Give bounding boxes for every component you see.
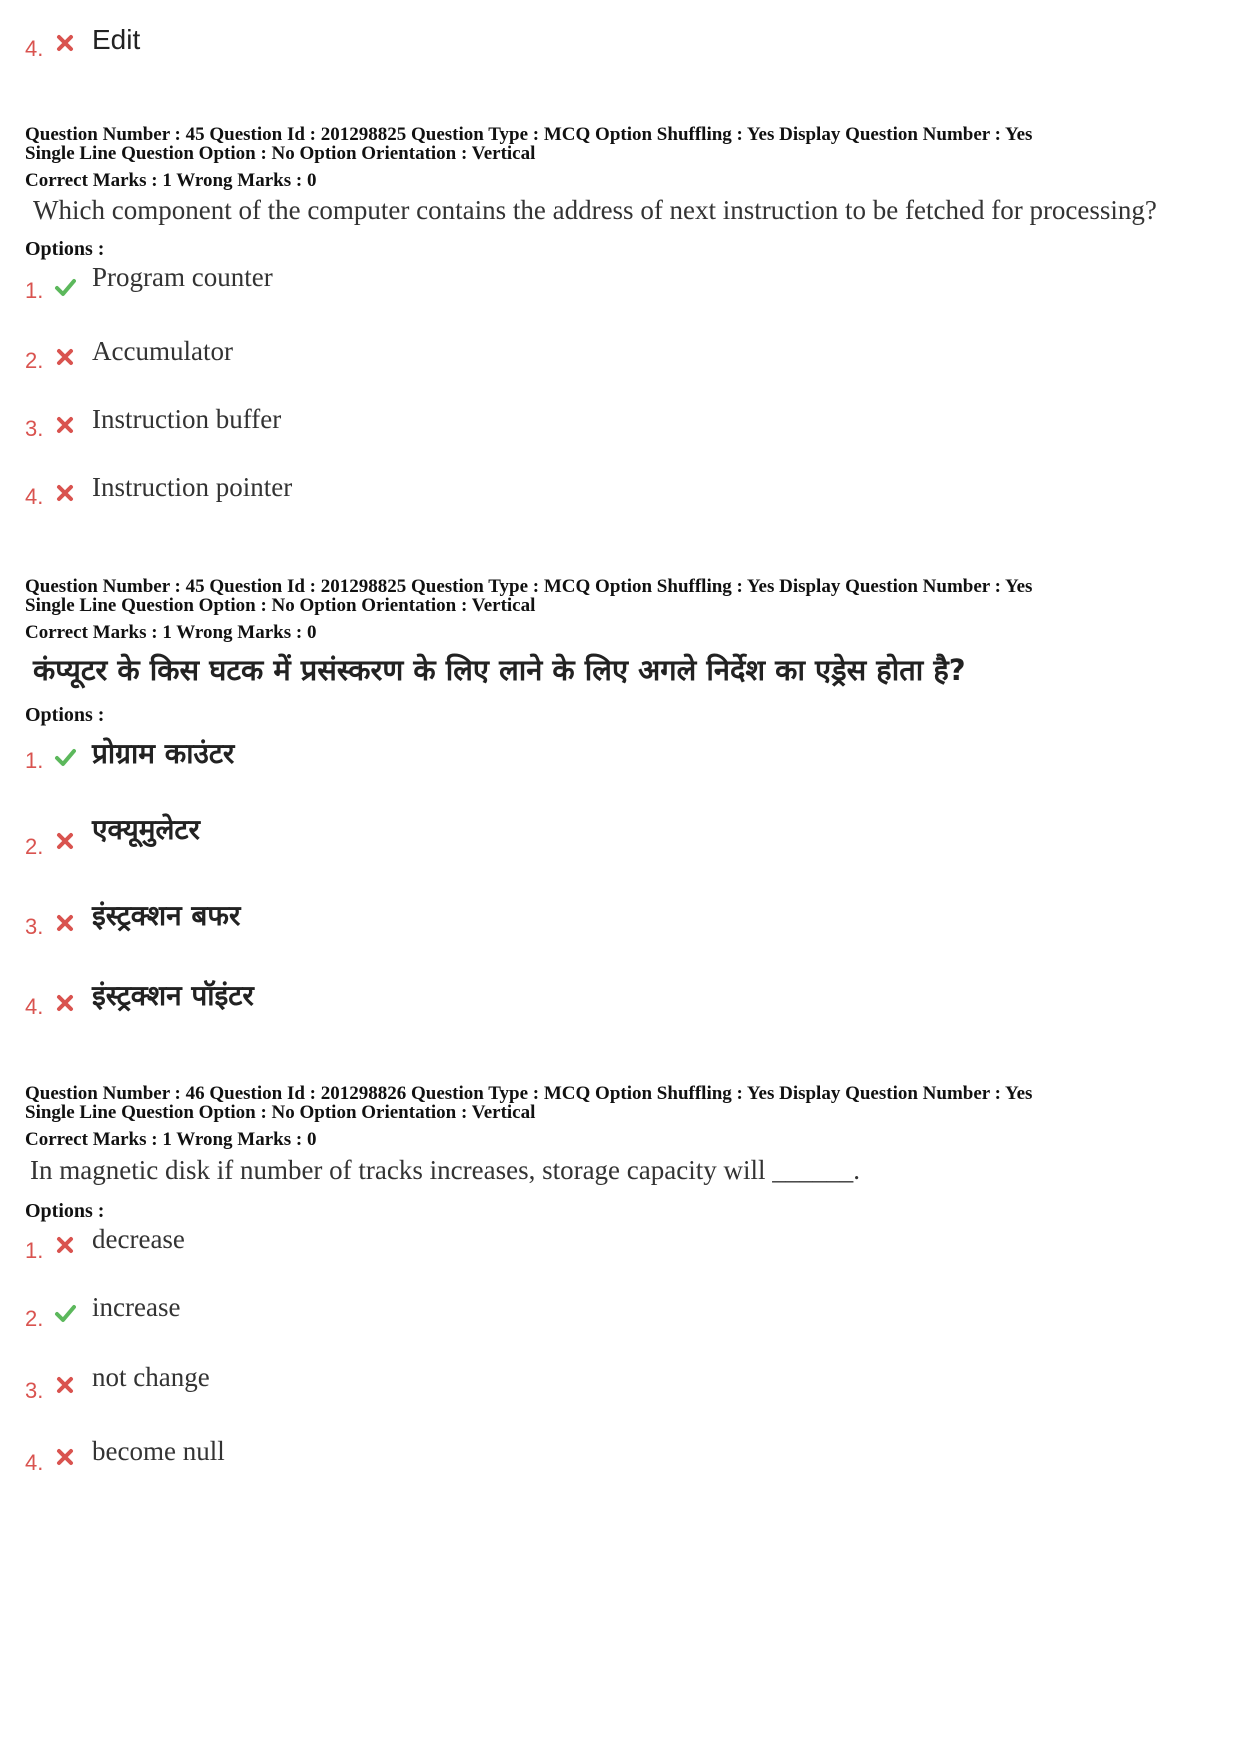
check-icon <box>54 746 76 768</box>
check-icon <box>54 276 76 298</box>
question-meta-line2: Single Line Question Option : No Option Orientation : Vertical <box>25 1102 536 1123</box>
cross-icon <box>54 1234 76 1256</box>
cross-icon <box>54 830 76 852</box>
option-number: 4. <box>25 994 44 1019</box>
question-text: In magnetic disk if number of tracks increases, storage capacity will ______. <box>30 1155 860 1185</box>
option-number: 1. <box>25 1238 44 1263</box>
cross-icon <box>54 482 76 504</box>
option-text: Instruction buffer <box>92 404 282 434</box>
check-icon <box>54 1302 76 1324</box>
marks-info: Correct Marks : 1 Wrong Marks : 0 <box>25 170 317 191</box>
option-number: 1. <box>25 748 44 773</box>
options-label: Options : <box>25 1200 105 1222</box>
option-number: 1. <box>25 278 44 303</box>
option-text: प्रोग्राम काउंटर <box>92 737 235 770</box>
cross-icon <box>54 1374 76 1396</box>
question-meta: Question Number : 45 Question Id : 201298825 Question Type : MCQ Option Shuffling : Yes Display Question Number : Yes <box>25 576 1033 597</box>
question-meta: Question Number : 45 Question Id : 201298825 Question Type : MCQ Option Shuffling : Yes Display Question Number : Yes <box>25 124 1033 145</box>
option-text: increase <box>92 1292 181 1322</box>
option-number: 2. <box>25 834 44 859</box>
option-number: 3. <box>25 1378 44 1403</box>
cross-icon <box>54 414 76 436</box>
option-text: Edit <box>92 24 141 55</box>
question-text: कंप्यूटर के किस घटक में प्रसंस्करण के लिए लाने के लिए अगले निर्देश का एड्रेस होता है? <box>33 653 966 687</box>
cross-icon <box>54 912 76 934</box>
option-number: 4. <box>25 36 44 61</box>
option-text: इंस्ट्रक्शन बफर <box>92 899 241 932</box>
option-text: become null <box>92 1436 225 1466</box>
option-number: 4. <box>25 1450 44 1475</box>
option-text: Program counter <box>92 262 273 292</box>
question-meta-line2: Single Line Question Option : No Option Orientation : Vertical <box>25 143 536 164</box>
marks-info: Correct Marks : 1 Wrong Marks : 0 <box>25 622 317 643</box>
question-meta-line2: Single Line Question Option : No Option Orientation : Vertical <box>25 595 536 616</box>
option-number: 2. <box>25 1306 44 1331</box>
option-number: 3. <box>25 416 44 441</box>
option-text: इंस्ट्रक्शन पॉइंटर <box>92 979 254 1012</box>
marks-info: Correct Marks : 1 Wrong Marks : 0 <box>25 1129 317 1150</box>
cross-icon <box>54 992 76 1014</box>
option-text: Accumulator <box>92 336 233 366</box>
option-text: not change <box>92 1362 210 1392</box>
options-label: Options : <box>25 238 105 260</box>
option-number: 4. <box>25 484 44 509</box>
option-text: Instruction pointer <box>92 472 293 502</box>
option-text: decrease <box>92 1224 185 1254</box>
cross-icon <box>54 32 76 54</box>
cross-icon <box>54 1446 76 1468</box>
option-text: एक्यूमुलेटर <box>92 813 200 846</box>
option-number: 2. <box>25 348 44 373</box>
options-label: Options : <box>25 704 105 726</box>
cross-icon <box>54 346 76 368</box>
question-text: Which component of the computer contains the address of next instruction to be fetched for processing? <box>33 195 1157 225</box>
question-meta: Question Number : 46 Question Id : 201298826 Question Type : MCQ Option Shuffling : Yes Display Question Number : Yes <box>25 1083 1033 1104</box>
option-number: 3. <box>25 914 44 939</box>
